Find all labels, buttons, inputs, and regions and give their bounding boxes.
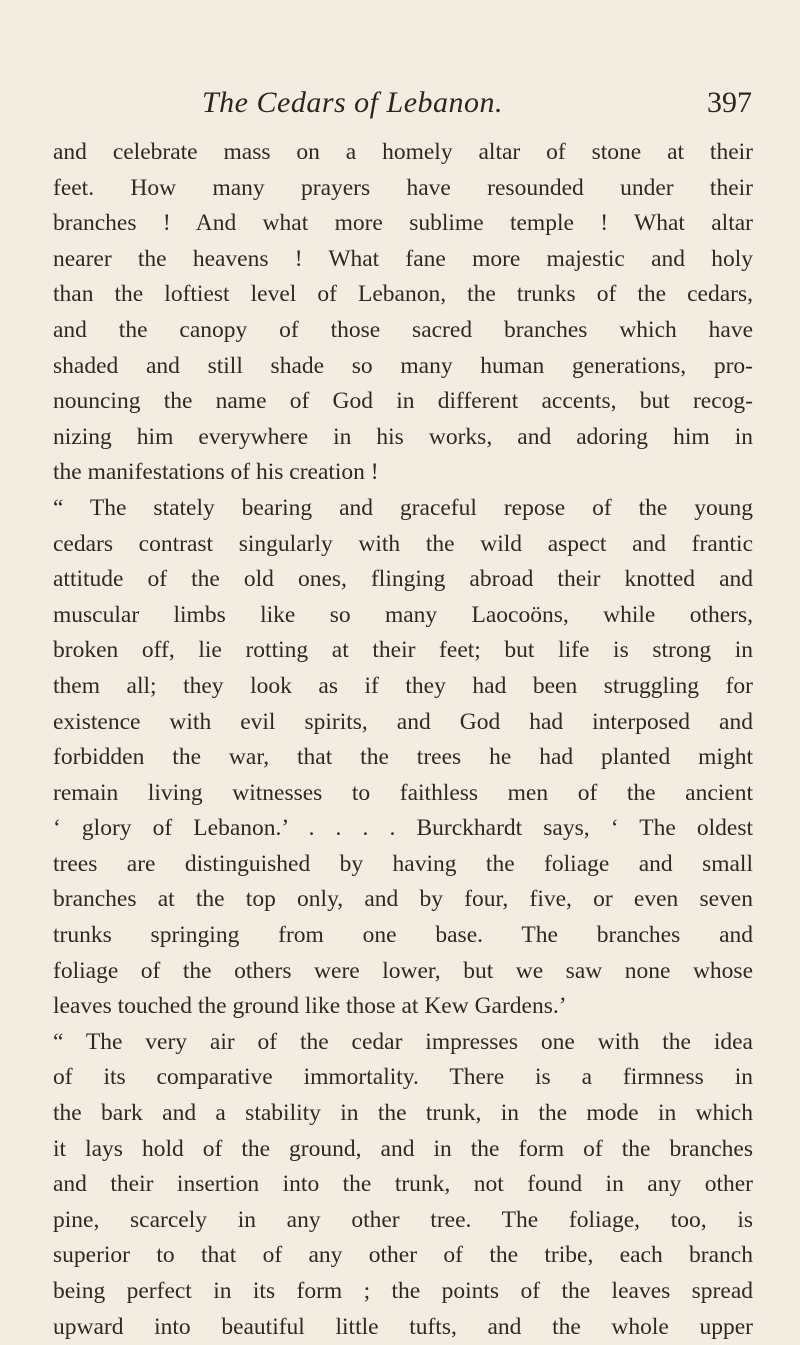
text-line: the bark and a stability in the trunk, in the mode in which xyxy=(53,1100,753,1127)
text-line: superior to that of any other of the tribe, each branch xyxy=(53,1242,753,1269)
text-line: shaded and still shade so many human generations, pro- xyxy=(53,352,753,379)
text-line: feet. How many prayers have resounded under their xyxy=(53,174,753,201)
text-line: of its comparative immortality. There is a firmness in xyxy=(53,1064,753,1091)
paragraph-end-line: leaves touched the ground like those at Kew Gardens.’ xyxy=(53,993,567,1020)
text-line: being perfect in its form ; the points of the leaves spread xyxy=(53,1278,753,1304)
running-head xyxy=(52,86,752,126)
text-line: attitude of the old ones, flinging abroad their knotted and xyxy=(53,566,753,593)
body-text xyxy=(53,135,753,1345)
text-line: “ The stately bearing and graceful repose of the young xyxy=(53,494,753,521)
text-line: “ The very air of the cedar impresses one with the idea xyxy=(53,1028,753,1055)
text-line: muscular limbs like so many Laocoöns, while others, xyxy=(53,601,753,628)
text-line: remain living witnesses to faithless men of the ancient xyxy=(53,779,753,806)
text-line: nizing him everywhere in his works, and adoring him in xyxy=(53,423,753,450)
text-line: trunks springing from one base. The branches and xyxy=(53,922,753,949)
text-line: upward into beautiful little tufts, and the whole upper xyxy=(53,1313,753,1340)
text-line: branches at the top only, and by four, five, or even seven xyxy=(53,886,753,913)
text-line: and celebrate mass on a homely altar of stone at their xyxy=(53,139,753,165)
text-line: them all; they look as if they had been struggling for xyxy=(53,672,753,699)
running-title: The Cedars of Lebanon. xyxy=(202,86,504,119)
text-line: than the loftiest level of Lebanon, the trunks of the cedars, xyxy=(53,281,753,308)
text-line: cedars contrast singularly with the wild aspect and frantic xyxy=(53,530,753,557)
text-line: foliage of the others were lower, but we saw none whose xyxy=(53,957,753,984)
text-line: ‘ glory of Lebanon.’ . . . . Burckhardt says, ‘ The oldest xyxy=(53,815,753,842)
text-line: pine, scarcely in any other tree. The foliage, too, is xyxy=(53,1206,753,1233)
text-line: and their insertion into the trunk, not found in any other xyxy=(53,1171,753,1198)
page-number: 397 xyxy=(707,86,752,119)
text-line: branches ! And what more sublime temple ! What altar xyxy=(53,210,753,237)
text-line: it lays hold of the ground, and in the form of the branches xyxy=(53,1135,753,1162)
text-line: and the canopy of those sacred branches which have xyxy=(53,316,753,343)
paragraph-end-line: the manifestations of his creation ! xyxy=(53,459,379,486)
text-line: nouncing the name of God in different accents, but recog- xyxy=(53,388,753,415)
text-line: nearer the heavens ! What fane more majestic and holy xyxy=(53,245,753,272)
text-line: broken off, lie rotting at their feet; but life is strong in xyxy=(53,637,753,664)
text-line: forbidden the war, that the trees he had planted might xyxy=(53,744,753,771)
text-line: trees are distinguished by having the foliage and small xyxy=(53,850,753,877)
text-line: existence with evil spirits, and God had interposed and xyxy=(53,708,753,735)
